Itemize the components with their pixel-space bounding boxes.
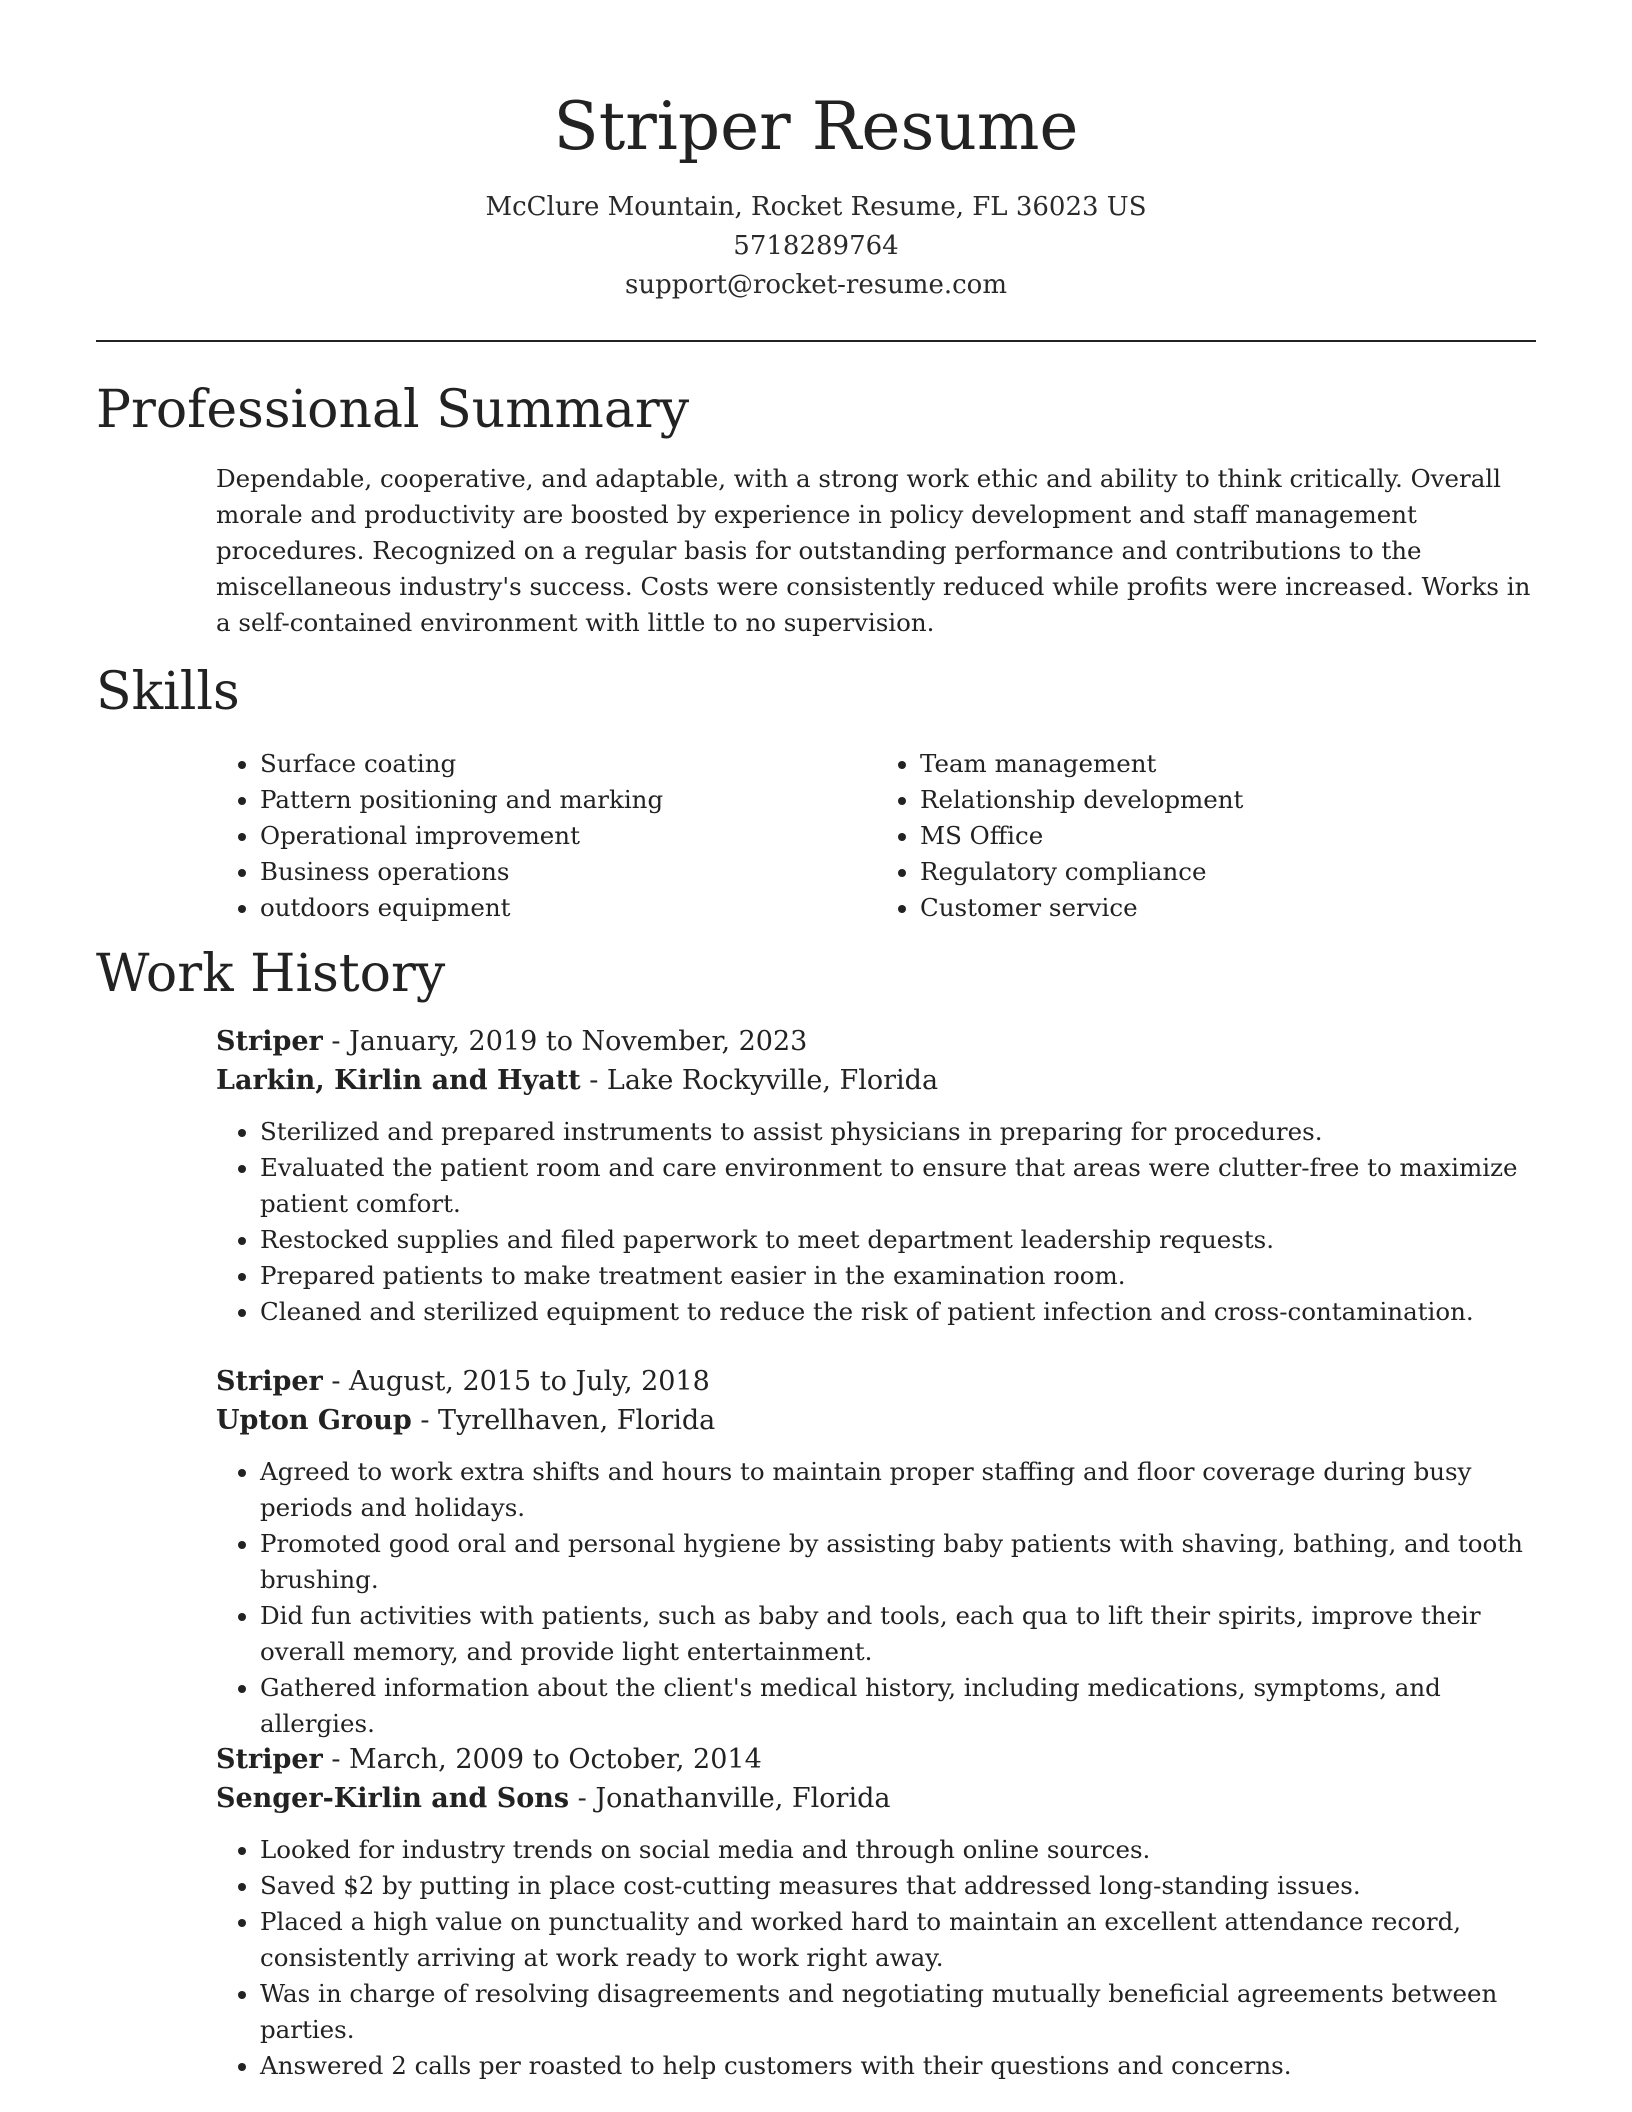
job-bullet: • Agreed to work extra shifts and hours to maintain proper staffing and floor coverage during busy periods and holidays. <box>260 1454 1536 1526</box>
job-bullet: • Prepared patients to make treatment easier in the examination room. <box>260 1258 1536 1294</box>
contact-email: support@rocket-resume.com <box>624 270 1007 300</box>
job-company: Upton Group <box>216 1405 412 1436</box>
job-title-line <box>216 1362 1536 1401</box>
skills-heading: Skills <box>96 662 240 722</box>
job-title-line <box>216 1740 1536 1779</box>
job-dates: - January, 2019 to November, 2023 <box>322 1026 808 1057</box>
summary-text: Dependable, cooperative, and adaptable, with a strong work ethic and ability to think critically. Overall morale and productivity are boosted by experience in policy development and staff management procedures. Recognized on a regular basis for outstanding performance and contributions to the miscellaneous industry's success. Costs were consistently reduced while profits were increased. Works in a self-contained environment with little to no supervision. <box>216 464 1531 637</box>
job-bullet: • Placed a high value on punctuality and worked hard to maintain an excellent attendance record, consistently arriving at work ready to work right away. <box>260 1904 1536 1976</box>
skill-item: • Regulatory compliance <box>920 854 1536 890</box>
job-role: Striper <box>216 1366 323 1397</box>
job-company: Larkin, Kirlin and Hyatt <box>216 1065 581 1096</box>
job-bullet: • Saved $2 by putting in place cost-cutting measures that addressed long-standing issues. <box>260 1868 1536 1904</box>
job-company-line <box>216 1779 1536 1818</box>
header-divider <box>96 340 1536 342</box>
job-role: Striper <box>216 1744 323 1775</box>
job-bullet: • Gathered information about the client's medical history, including medications, symptoms, and allergies. <box>260 1670 1536 1742</box>
skill-item: • outdoors equipment <box>260 890 876 926</box>
job-location: - Tyrellhaven, Florida <box>411 1405 716 1436</box>
skill-item: • Relationship development <box>920 782 1536 818</box>
skill-item: • Business operations <box>260 854 876 890</box>
job-bullet: • Cleaned and sterilized equipment to reduce the risk of patient infection and cross-contamination. <box>260 1294 1536 1330</box>
skill-item: • Pattern positioning and marking <box>260 782 876 818</box>
skills-column-left <box>216 746 876 926</box>
skills-list <box>216 746 1536 926</box>
job-location: - Lake Rockyville, Florida <box>580 1065 939 1096</box>
job-bullet: • Sterilized and prepared instruments to assist physicians in preparing for procedures. <box>260 1114 1536 1150</box>
job-company-line <box>216 1401 1536 1440</box>
job-title-line <box>216 1022 1536 1061</box>
job-bullets <box>216 1832 1536 2084</box>
job-bullet: • Evaluated the patient room and care environment to ensure that areas were clutter-free to maximize patient comfort. <box>260 1150 1536 1222</box>
resume-header <box>0 0 1632 305</box>
job-bullet: • Restocked supplies and filed paperwork to meet department leadership requests. <box>260 1222 1536 1258</box>
job-bullet: • Looked for industry trends on social media and through online sources. <box>260 1832 1536 1868</box>
job-bullet: • Promoted good oral and personal hygiene by assisting baby patients with shaving, bathing, and tooth brushing. <box>260 1526 1536 1598</box>
skill-item: • Operational improvement <box>260 818 876 854</box>
job-bullet: • Answered 2 calls per roasted to help customers with their questions and concerns. <box>260 2048 1536 2084</box>
job-entry <box>216 1740 1536 2084</box>
skill-item: • MS Office <box>920 818 1536 854</box>
summary-heading: Professional Summary <box>96 380 690 440</box>
job-bullets <box>216 1454 1536 1742</box>
job-dates: - March, 2009 to October, 2014 <box>322 1744 762 1775</box>
job-location: - Jonathanville, Florida <box>569 1783 891 1814</box>
contact-address: McClure Mountain, Rocket Resume, FL 36023 US <box>485 192 1147 222</box>
skills-column-right <box>876 746 1536 926</box>
job-company-line <box>216 1061 1536 1100</box>
job-entry <box>216 1362 1536 1742</box>
job-bullet: • Was in charge of resolving disagreements and negotiating mutually beneficial agreements between parties. <box>260 1976 1536 2048</box>
skill-item: • Customer service <box>920 890 1536 926</box>
job-bullet: • Did fun activities with patients, such as baby and tools, each qua to lift their spirits, improve their overall memory, and provide light entertainment. <box>260 1598 1536 1670</box>
work-history-heading: Work History <box>96 944 446 1004</box>
resume-name: Striper Resume <box>553 88 1079 165</box>
skill-item: • Team management <box>920 746 1536 782</box>
job-dates: - August, 2015 to July, 2018 <box>322 1366 710 1397</box>
job-entry <box>216 1022 1536 1330</box>
job-bullets <box>216 1114 1536 1330</box>
job-role: Striper <box>216 1026 323 1057</box>
contact-phone: 5718289764 <box>733 231 899 261</box>
skill-item: • Surface coating <box>260 746 876 782</box>
job-company: Senger-Kirlin and Sons <box>216 1783 570 1814</box>
